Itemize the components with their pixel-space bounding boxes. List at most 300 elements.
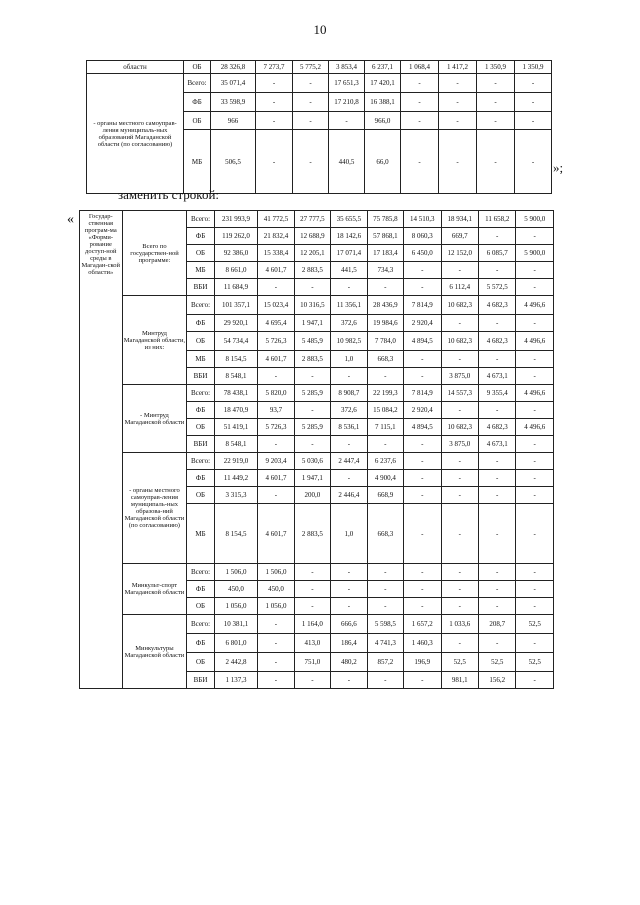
group-label: - органы местного самоуправ-ления муниципаль-ных образова-ний Магаданской области (по согласованию) xyxy=(122,453,187,564)
source-cell: Всего: xyxy=(187,296,214,315)
budget-table-new xyxy=(79,210,554,689)
value-cell: - xyxy=(478,315,515,332)
source-cell: ОБ xyxy=(184,112,211,130)
value-cell: - xyxy=(294,402,330,419)
table-row xyxy=(80,211,554,228)
value-cell: 5 598,5 xyxy=(367,615,403,634)
value-cell: - xyxy=(516,672,554,689)
value-cell: 372,6 xyxy=(331,315,367,332)
value-cell: 1 657,2 xyxy=(404,615,441,634)
value-cell: 4 496,6 xyxy=(516,296,554,315)
value-cell: - xyxy=(441,634,478,653)
value-cell: - xyxy=(367,581,403,598)
value-cell: - xyxy=(293,130,329,194)
value-cell: 4 673,1 xyxy=(478,368,515,385)
value-cell: 11 356,1 xyxy=(331,296,367,315)
value-cell: - xyxy=(404,564,441,581)
group-label: - Минтруд Магаданской области xyxy=(122,385,187,453)
value-cell: 5 485,9 xyxy=(294,332,330,351)
value-cell: 3 315,3 xyxy=(214,487,258,504)
value-cell: 966 xyxy=(211,112,256,130)
value-cell: 156,2 xyxy=(478,672,515,689)
value-cell: - xyxy=(478,453,515,470)
value-cell: - xyxy=(439,74,477,93)
source-cell: Всего: xyxy=(187,385,214,402)
value-cell: 5 285,9 xyxy=(294,419,330,436)
value-cell: 33 598,9 xyxy=(211,93,256,112)
value-cell: 8 548,1 xyxy=(214,436,258,453)
value-cell: - xyxy=(258,487,294,504)
value-cell: - xyxy=(516,634,554,653)
value-cell: - xyxy=(256,74,293,93)
value-cell: 5 285,9 xyxy=(294,385,330,402)
value-cell: 5 900,0 xyxy=(516,245,554,262)
value-cell: 7 784,0 xyxy=(367,332,403,351)
value-cell: - xyxy=(331,368,367,385)
value-cell: - xyxy=(478,581,515,598)
value-cell: 666,6 xyxy=(331,615,367,634)
open-quote-mark: « xyxy=(67,212,74,227)
value-cell: 2 920,4 xyxy=(404,315,441,332)
value-cell: - xyxy=(478,262,515,279)
value-cell: 119 262,0 xyxy=(214,228,258,245)
value-cell: 22 919,0 xyxy=(214,453,258,470)
value-cell: 231 993,9 xyxy=(214,211,258,228)
value-cell: - xyxy=(256,93,293,112)
value-cell: 66,0 xyxy=(365,130,401,194)
value-cell: 981,1 xyxy=(441,672,478,689)
value-cell: 17 420,1 xyxy=(365,74,401,93)
value-cell: - xyxy=(294,672,330,689)
value-cell: 10 682,3 xyxy=(441,419,478,436)
value-cell: 101 357,1 xyxy=(214,296,258,315)
row-label: областн xyxy=(87,61,184,74)
source-cell: МБ xyxy=(187,262,214,279)
value-cell: - xyxy=(477,130,515,194)
value-cell: 51 419,1 xyxy=(214,419,258,436)
value-cell: 52,5 xyxy=(478,653,515,672)
value-cell: 11 449,2 xyxy=(214,470,258,487)
value-cell: 4 682,3 xyxy=(478,332,515,351)
value-cell: 8 154,5 xyxy=(214,351,258,368)
value-cell: - xyxy=(258,615,294,634)
value-cell: - xyxy=(258,653,294,672)
value-cell: 4 601,7 xyxy=(258,262,294,279)
value-cell: - xyxy=(478,487,515,504)
value-cell: - xyxy=(478,634,515,653)
source-cell: МБ xyxy=(184,130,211,194)
value-cell: 669,7 xyxy=(441,228,478,245)
value-cell: - xyxy=(441,564,478,581)
value-cell: - xyxy=(441,402,478,419)
value-cell: 17 183,4 xyxy=(367,245,403,262)
value-cell: 6 237,1 xyxy=(365,61,401,74)
value-cell: - xyxy=(404,262,441,279)
value-cell: 14 557,3 xyxy=(441,385,478,402)
value-cell: - xyxy=(294,598,330,615)
value-cell: - xyxy=(256,130,293,194)
value-cell: - xyxy=(294,564,330,581)
value-cell: 1 417,2 xyxy=(439,61,477,74)
value-cell: - xyxy=(367,436,403,453)
value-cell: 1 164,0 xyxy=(294,615,330,634)
source-cell: ВБИ xyxy=(187,672,214,689)
value-cell: - xyxy=(367,564,403,581)
value-cell: 52,5 xyxy=(441,653,478,672)
value-cell: 6 112,4 xyxy=(441,279,478,296)
value-cell: 35 071,4 xyxy=(211,74,256,93)
value-cell: - xyxy=(294,436,330,453)
value-cell: - xyxy=(441,351,478,368)
value-cell: 4 695,4 xyxy=(258,315,294,332)
value-cell: - xyxy=(404,279,441,296)
value-cell: 17 651,3 xyxy=(329,74,365,93)
value-cell: - xyxy=(293,112,329,130)
value-cell: - xyxy=(404,581,441,598)
value-cell: 6 085,7 xyxy=(478,245,515,262)
value-cell: 15 338,4 xyxy=(258,245,294,262)
value-cell: - xyxy=(515,93,552,112)
value-cell: 441,5 xyxy=(331,262,367,279)
value-cell: 450,0 xyxy=(258,581,294,598)
value-cell: - xyxy=(441,487,478,504)
source-cell: МБ xyxy=(187,504,214,564)
value-cell: 3 875,0 xyxy=(441,368,478,385)
table-row xyxy=(87,61,552,74)
value-cell: - xyxy=(404,504,441,564)
value-cell: 857,2 xyxy=(367,653,403,672)
value-cell: 12 205,1 xyxy=(294,245,330,262)
value-cell: - xyxy=(258,279,294,296)
value-cell: - xyxy=(441,598,478,615)
value-cell: 734,3 xyxy=(367,262,403,279)
value-cell: - xyxy=(439,130,477,194)
value-cell: - xyxy=(331,564,367,581)
value-cell: - xyxy=(477,112,515,130)
value-cell: 413,0 xyxy=(294,634,330,653)
value-cell: 78 438,1 xyxy=(214,385,258,402)
value-cell: - xyxy=(439,112,477,130)
value-cell: 668,3 xyxy=(367,351,403,368)
value-cell: 7 814,9 xyxy=(404,385,441,402)
value-cell: - xyxy=(294,581,330,598)
value-cell: 10 682,3 xyxy=(441,332,478,351)
value-cell: 2 883,5 xyxy=(294,504,330,564)
value-cell: 17 071,4 xyxy=(331,245,367,262)
value-cell: 3 853,4 xyxy=(329,61,365,74)
source-cell: ФБ xyxy=(187,315,214,332)
value-cell: 196,9 xyxy=(404,653,441,672)
value-cell: 4 496,6 xyxy=(516,419,554,436)
value-cell: - xyxy=(516,436,554,453)
value-cell: 22 199,3 xyxy=(367,385,403,402)
value-cell: 440,5 xyxy=(329,130,365,194)
value-cell: 6 237,6 xyxy=(367,453,403,470)
value-cell: 186,4 xyxy=(331,634,367,653)
source-cell: ВБИ xyxy=(187,436,214,453)
value-cell: - xyxy=(329,112,365,130)
value-cell: 18 142,6 xyxy=(331,228,367,245)
value-cell: 9 355,4 xyxy=(478,385,515,402)
value-cell: 200,0 xyxy=(294,487,330,504)
value-cell: - xyxy=(294,279,330,296)
value-cell: - xyxy=(258,436,294,453)
value-cell: - xyxy=(516,402,554,419)
value-cell: 4 601,7 xyxy=(258,470,294,487)
table-row xyxy=(80,564,554,581)
value-cell: 4 894,5 xyxy=(404,419,441,436)
value-cell: 18 934,1 xyxy=(441,211,478,228)
value-cell: 19 984,6 xyxy=(367,315,403,332)
value-cell: 5 900,0 xyxy=(516,211,554,228)
value-cell: - xyxy=(477,74,515,93)
source-cell: ФБ xyxy=(184,93,211,112)
value-cell: 480,2 xyxy=(331,653,367,672)
value-cell: 54 734,4 xyxy=(214,332,258,351)
value-cell: 12 152,0 xyxy=(441,245,478,262)
value-cell: - xyxy=(441,453,478,470)
source-cell: ВБИ xyxy=(187,368,214,385)
value-cell: - xyxy=(516,315,554,332)
source-cell: ФБ xyxy=(187,402,214,419)
value-cell: - xyxy=(516,453,554,470)
value-cell: - xyxy=(516,279,554,296)
source-cell: ОБ xyxy=(187,245,214,262)
value-cell: - xyxy=(404,436,441,453)
value-cell: - xyxy=(401,112,439,130)
value-cell: - xyxy=(478,228,515,245)
value-cell: 2 446,4 xyxy=(331,487,367,504)
value-cell: - xyxy=(256,112,293,130)
source-cell: ФБ xyxy=(187,581,214,598)
program-label: Государ-ственная програм-ма «Форми-рование доступ-ной среды в Магадан-ской области» xyxy=(80,211,123,689)
group-label: Минкульт-спорт Магаданской области xyxy=(122,564,187,615)
value-cell: - xyxy=(367,279,403,296)
value-cell: 10 316,5 xyxy=(294,296,330,315)
value-cell: - xyxy=(404,672,441,689)
value-cell: 9 203,4 xyxy=(258,453,294,470)
value-cell: 1,0 xyxy=(331,504,367,564)
value-cell: - xyxy=(441,315,478,332)
value-cell: 93,7 xyxy=(258,402,294,419)
page-number: 10 xyxy=(313,22,327,37)
value-cell: 92 386,0 xyxy=(214,245,258,262)
value-cell: - xyxy=(516,564,554,581)
value-cell: 1 350,9 xyxy=(477,61,515,74)
source-cell: ФБ xyxy=(187,228,214,245)
source-cell: Всего: xyxy=(184,74,211,93)
value-cell: - xyxy=(404,453,441,470)
source-cell: Всего: xyxy=(187,211,214,228)
value-cell: - xyxy=(401,130,439,194)
source-cell: ОБ xyxy=(187,332,214,351)
value-cell: 16 388,1 xyxy=(365,93,401,112)
value-cell: 2 447,4 xyxy=(331,453,367,470)
value-cell: 28 436,9 xyxy=(367,296,403,315)
budget-table-old xyxy=(86,60,552,194)
value-cell: 1 350,9 xyxy=(515,61,552,74)
value-cell: - xyxy=(441,262,478,279)
value-cell: 5 726,3 xyxy=(258,419,294,436)
value-cell: - xyxy=(478,351,515,368)
value-cell: - xyxy=(516,581,554,598)
value-cell: - xyxy=(367,598,403,615)
value-cell: 1 460,3 xyxy=(404,634,441,653)
source-cell: ВБИ xyxy=(187,279,214,296)
value-cell: - xyxy=(331,436,367,453)
source-cell: МБ xyxy=(187,351,214,368)
value-cell: 1 068,4 xyxy=(401,61,439,74)
value-cell: 10 381,1 xyxy=(214,615,258,634)
value-cell: 4 741,3 xyxy=(367,634,403,653)
source-cell: ОБ xyxy=(187,419,214,436)
value-cell: 1 056,0 xyxy=(258,598,294,615)
value-cell: 208,7 xyxy=(478,615,515,634)
value-cell: - xyxy=(331,470,367,487)
value-cell: 18 470,9 xyxy=(214,402,258,419)
value-cell: - xyxy=(515,74,552,93)
value-cell: 5 820,0 xyxy=(258,385,294,402)
value-cell: 15 023,4 xyxy=(258,296,294,315)
value-cell: 10 982,5 xyxy=(331,332,367,351)
value-cell: 4 496,6 xyxy=(516,385,554,402)
value-cell: 17 210,8 xyxy=(329,93,365,112)
value-cell: 6 450,0 xyxy=(404,245,441,262)
value-cell: 4 682,3 xyxy=(478,419,515,436)
table-row xyxy=(87,74,552,93)
value-cell: - xyxy=(516,351,554,368)
value-cell: 8 060,3 xyxy=(404,228,441,245)
table-row xyxy=(80,385,554,402)
value-cell: - xyxy=(515,130,552,194)
value-cell: 12 688,9 xyxy=(294,228,330,245)
value-cell: 450,0 xyxy=(214,581,258,598)
group-label: Всего по государствен-ной программе: xyxy=(122,211,187,296)
value-cell: 8 548,1 xyxy=(214,368,258,385)
value-cell: 372,6 xyxy=(331,402,367,419)
value-cell: - xyxy=(404,368,441,385)
source-cell: ОБ xyxy=(187,653,214,672)
value-cell: - xyxy=(404,351,441,368)
value-cell: 7 115,1 xyxy=(367,419,403,436)
value-cell: - xyxy=(515,112,552,130)
value-cell: 1 056,0 xyxy=(214,598,258,615)
value-cell: - xyxy=(478,402,515,419)
value-cell: - xyxy=(404,598,441,615)
source-cell: ОБ xyxy=(187,598,214,615)
value-cell: 52,5 xyxy=(516,653,554,672)
value-cell: 27 777,5 xyxy=(294,211,330,228)
value-cell: 668,3 xyxy=(367,504,403,564)
value-cell: - xyxy=(516,228,554,245)
value-cell: 8 661,0 xyxy=(214,262,258,279)
value-cell: 6 801,0 xyxy=(214,634,258,653)
value-cell: 5 726,3 xyxy=(258,332,294,351)
value-cell: - xyxy=(331,598,367,615)
value-cell: 15 084,2 xyxy=(367,402,403,419)
value-cell: - xyxy=(516,262,554,279)
value-cell: - xyxy=(258,672,294,689)
source-cell: ФБ xyxy=(187,634,214,653)
value-cell: 4 673,1 xyxy=(478,436,515,453)
value-cell: - xyxy=(477,93,515,112)
source-cell: Всего: xyxy=(187,615,214,634)
value-cell: 966,0 xyxy=(365,112,401,130)
value-cell: - xyxy=(401,93,439,112)
value-cell: 52,5 xyxy=(516,615,554,634)
value-cell: 4 496,6 xyxy=(516,332,554,351)
source-cell: Всего: xyxy=(187,564,214,581)
value-cell: 8 154,5 xyxy=(214,504,258,564)
value-cell: 7 273,7 xyxy=(256,61,293,74)
value-cell: - xyxy=(401,74,439,93)
value-cell: - xyxy=(294,368,330,385)
value-cell: - xyxy=(404,470,441,487)
value-cell: - xyxy=(516,598,554,615)
group-label: Минкультуры Магаданской области xyxy=(122,615,187,689)
value-cell: 2 883,5 xyxy=(294,351,330,368)
value-cell: - xyxy=(367,672,403,689)
value-cell: 5 775,2 xyxy=(293,61,329,74)
value-cell: - xyxy=(516,368,554,385)
value-cell: 75 785,8 xyxy=(367,211,403,228)
value-cell: - xyxy=(478,564,515,581)
value-cell: 10 682,3 xyxy=(441,296,478,315)
value-cell: 8 536,1 xyxy=(331,419,367,436)
value-cell: 3 875,0 xyxy=(441,436,478,453)
value-cell: 2 883,5 xyxy=(294,262,330,279)
value-cell: - xyxy=(516,504,554,564)
source-cell: Всего: xyxy=(187,453,214,470)
value-cell: 41 772,5 xyxy=(258,211,294,228)
value-cell: 7 814,9 xyxy=(404,296,441,315)
value-cell: 1 506,0 xyxy=(214,564,258,581)
table-row xyxy=(80,615,554,634)
value-cell: - xyxy=(331,581,367,598)
value-cell: 1 506,0 xyxy=(258,564,294,581)
value-cell: 4 682,3 xyxy=(478,296,515,315)
value-cell: - xyxy=(478,598,515,615)
group-label: Минтруд Магаданской области, из них: xyxy=(122,296,187,385)
value-cell: - xyxy=(516,487,554,504)
replace-instruction: заменить строкой: xyxy=(118,187,220,202)
value-cell: - xyxy=(478,470,515,487)
value-cell: 11 658,2 xyxy=(478,211,515,228)
value-cell: - xyxy=(293,74,329,93)
value-cell: 11 684,9 xyxy=(214,279,258,296)
value-cell: 29 920,1 xyxy=(214,315,258,332)
value-cell: 4 601,7 xyxy=(258,504,294,564)
group-label: - органы местного самоуправ-ления муниципаль-ных образований Магаданской области (по согласованию) xyxy=(87,74,184,194)
value-cell: - xyxy=(439,93,477,112)
value-cell: - xyxy=(478,504,515,564)
source-cell: ОБ xyxy=(184,61,211,74)
value-cell: 2 442,8 xyxy=(214,653,258,672)
value-cell: - xyxy=(441,470,478,487)
source-cell: ОБ xyxy=(187,487,214,504)
value-cell: 1,0 xyxy=(331,351,367,368)
table-row xyxy=(80,453,554,470)
value-cell: - xyxy=(293,93,329,112)
source-cell: ФБ xyxy=(187,470,214,487)
value-cell: 4 894,5 xyxy=(404,332,441,351)
end-quote-mark: »; xyxy=(553,160,564,175)
value-cell: 1 033,6 xyxy=(441,615,478,634)
value-cell: 2 920,4 xyxy=(404,402,441,419)
value-cell: 1 947,1 xyxy=(294,470,330,487)
value-cell: 506,5 xyxy=(211,130,256,194)
value-cell: - xyxy=(404,487,441,504)
